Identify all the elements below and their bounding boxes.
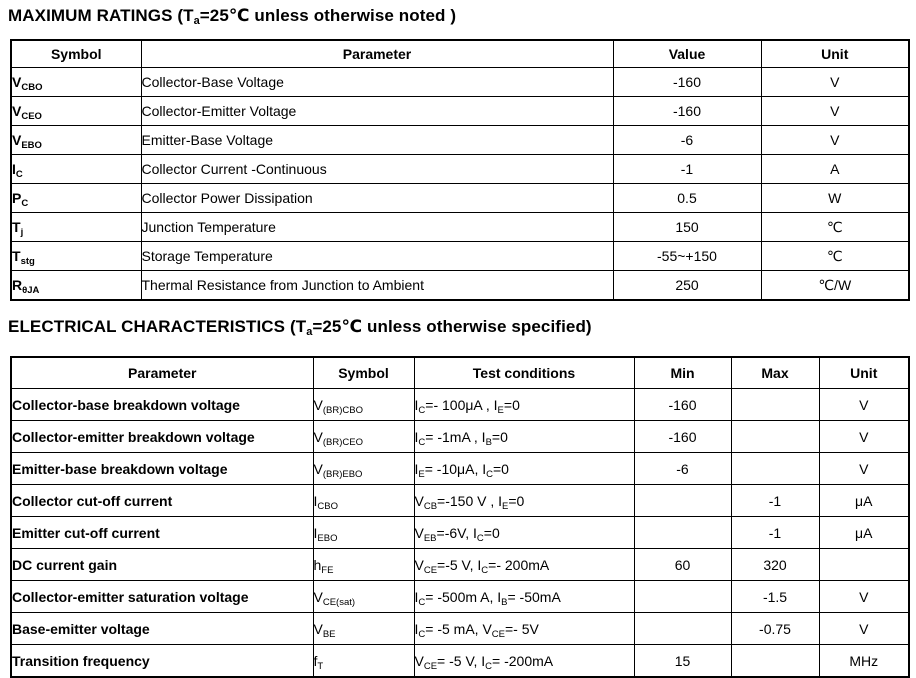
table-row bbox=[11, 485, 909, 517]
table-cell: Emitter cut-off current bbox=[11, 517, 313, 549]
table-cell: $V_{EBO}$ bbox=[11, 126, 141, 155]
table-cell: V bbox=[819, 613, 909, 645]
table-cell: $I_C$ bbox=[11, 155, 141, 184]
table-cell: -160 bbox=[613, 97, 761, 126]
table-cell bbox=[731, 645, 819, 678]
table-cell: $I_C= -1mA$ , $I_B=0$ bbox=[414, 421, 634, 453]
table-cell: V bbox=[819, 389, 909, 421]
table-cell bbox=[731, 453, 819, 485]
table-cell: -160 bbox=[634, 389, 731, 421]
table-cell: Storage Temperature bbox=[141, 242, 613, 271]
table-cell: V bbox=[761, 68, 909, 97]
column-header: Symbol bbox=[11, 40, 141, 68]
table-row bbox=[11, 581, 909, 613]
table-cell bbox=[731, 389, 819, 421]
table-cell: Junction Temperature bbox=[141, 213, 613, 242]
table-cell: $V_{CE(sat)}$ bbox=[313, 581, 414, 613]
table-cell: -6 bbox=[613, 126, 761, 155]
table-cell: 60 bbox=[634, 549, 731, 581]
maximum-ratings-table bbox=[10, 39, 910, 301]
table-cell: 320 bbox=[731, 549, 819, 581]
table-cell: $I_{CBO}$ bbox=[313, 485, 414, 517]
table-cell: $I_C= -500m$ A, $I_B= -50mA$ bbox=[414, 581, 634, 613]
table-cell: Transition frequency bbox=[11, 645, 313, 678]
table-cell: ℃/W bbox=[761, 271, 909, 301]
table-cell: $V_{CEO}$ bbox=[11, 97, 141, 126]
table-cell: $V_{EB}=-6V$, $I_C=0$ bbox=[414, 517, 634, 549]
table-cell: $R_{\theta JA}$ bbox=[11, 271, 141, 301]
column-header: Unit bbox=[761, 40, 909, 68]
table-cell: $V_{(BR)CBO}$ bbox=[313, 389, 414, 421]
table-cell: $I_{EBO}$ bbox=[313, 517, 414, 549]
table-cell: V bbox=[819, 421, 909, 453]
table-cell: $V_{CE}= -5$ V, $I_C= -200mA$ bbox=[414, 645, 634, 678]
table-cell: $V_{CB}=-150$ V , $I_E=0$ bbox=[414, 485, 634, 517]
column-header: Test conditions bbox=[414, 357, 634, 389]
table-cell: $I_C= -5$ mA, $V_{CE}=-$ 5V bbox=[414, 613, 634, 645]
table-cell: -160 bbox=[613, 68, 761, 97]
electrical-characteristics-table bbox=[10, 356, 910, 678]
table-cell: $I_E= -10\mu A$, $I_C=0$ bbox=[414, 453, 634, 485]
table-cell: Collector Current -Continuous bbox=[141, 155, 613, 184]
table-cell: $V_{CBO}$ bbox=[11, 68, 141, 97]
table-row bbox=[11, 213, 909, 242]
table-cell: $V_{(BR)EBO}$ bbox=[313, 453, 414, 485]
table-cell: -1 bbox=[731, 517, 819, 549]
table-cell bbox=[634, 517, 731, 549]
table-cell: Collector cut-off current bbox=[11, 485, 313, 517]
table-cell: -0.75 bbox=[731, 613, 819, 645]
table-row bbox=[11, 126, 909, 155]
table-cell: -1 bbox=[613, 155, 761, 184]
table-cell: -55~+150 bbox=[613, 242, 761, 271]
table-cell: ℃ bbox=[761, 242, 909, 271]
table-row bbox=[11, 242, 909, 271]
column-header: Value bbox=[613, 40, 761, 68]
column-header: Symbol bbox=[313, 357, 414, 389]
table-cell: Collector Power Dissipation bbox=[141, 184, 613, 213]
table-row bbox=[11, 421, 909, 453]
table-row bbox=[11, 517, 909, 549]
table-cell: Collector-emitter saturation voltage bbox=[11, 581, 313, 613]
table-cell: -6 bbox=[634, 453, 731, 485]
table-cell: 250 bbox=[613, 271, 761, 301]
table-cell: Collector-Emitter Voltage bbox=[141, 97, 613, 126]
table-cell: μA bbox=[819, 485, 909, 517]
header-row bbox=[11, 40, 909, 68]
table-cell: -1 bbox=[731, 485, 819, 517]
column-header: Max bbox=[731, 357, 819, 389]
electrical-characteristics-title: ELECTRICAL CHARACTERISTICS ($T_a=25℃$ unless otherwise specified) bbox=[8, 317, 592, 338]
column-header: Unit bbox=[819, 357, 909, 389]
table-cell: Thermal Resistance from Junction to Ambient bbox=[141, 271, 613, 301]
table-cell: Emitter-Base Voltage bbox=[141, 126, 613, 155]
table-cell: 0.5 bbox=[613, 184, 761, 213]
table-cell: Collector-Base Voltage bbox=[141, 68, 613, 97]
header-row bbox=[11, 357, 909, 389]
table-row bbox=[11, 645, 909, 678]
table-cell bbox=[634, 485, 731, 517]
table-cell: $I_C=-$ 100μA , $I_E=0$ bbox=[414, 389, 634, 421]
table-cell: Emitter-base breakdown voltage bbox=[11, 453, 313, 485]
column-header: Min bbox=[634, 357, 731, 389]
table-cell: Collector-emitter breakdown voltage bbox=[11, 421, 313, 453]
column-header: Parameter bbox=[141, 40, 613, 68]
table-cell: 15 bbox=[634, 645, 731, 678]
table-cell: $P_C$ bbox=[11, 184, 141, 213]
table-cell: DC current gain bbox=[11, 549, 313, 581]
table-cell: A bbox=[761, 155, 909, 184]
table-cell: ℃ bbox=[761, 213, 909, 242]
table-row bbox=[11, 271, 909, 301]
table-cell bbox=[819, 549, 909, 581]
table-cell: $V_{(BR)CEO}$ bbox=[313, 421, 414, 453]
table-cell: -160 bbox=[634, 421, 731, 453]
table-cell: W bbox=[761, 184, 909, 213]
table-cell: $f_T$ bbox=[313, 645, 414, 678]
table-cell: MHz bbox=[819, 645, 909, 678]
table-cell: -1.5 bbox=[731, 581, 819, 613]
table-row bbox=[11, 155, 909, 184]
table-cell: $h_{FE}$ bbox=[313, 549, 414, 581]
table-cell: $T_{stg}$ bbox=[11, 242, 141, 271]
table-row bbox=[11, 184, 909, 213]
table-cell: V bbox=[761, 97, 909, 126]
table-row bbox=[11, 549, 909, 581]
table-cell: $V_{CE}=-5$ V, $I_C=-$ 200mA bbox=[414, 549, 634, 581]
table-cell bbox=[634, 581, 731, 613]
table-cell bbox=[731, 421, 819, 453]
table-cell: 150 bbox=[613, 213, 761, 242]
table-cell: $V_{BE}$ bbox=[313, 613, 414, 645]
table-cell: V bbox=[819, 453, 909, 485]
column-header: Parameter bbox=[11, 357, 313, 389]
table-row bbox=[11, 613, 909, 645]
table-cell: Base-emitter voltage bbox=[11, 613, 313, 645]
table-row bbox=[11, 68, 909, 97]
table-row bbox=[11, 97, 909, 126]
table-cell: Collector-base breakdown voltage bbox=[11, 389, 313, 421]
maximum-ratings-title: MAXIMUM RATINGS ($T_a=25℃$ unless otherwise noted ) bbox=[8, 6, 457, 27]
table-cell: $T_j$ bbox=[11, 213, 141, 242]
table-cell bbox=[634, 613, 731, 645]
table-cell: μA bbox=[819, 517, 909, 549]
table-row bbox=[11, 389, 909, 421]
table-cell: V bbox=[761, 126, 909, 155]
table-row bbox=[11, 453, 909, 485]
table-cell: V bbox=[819, 581, 909, 613]
